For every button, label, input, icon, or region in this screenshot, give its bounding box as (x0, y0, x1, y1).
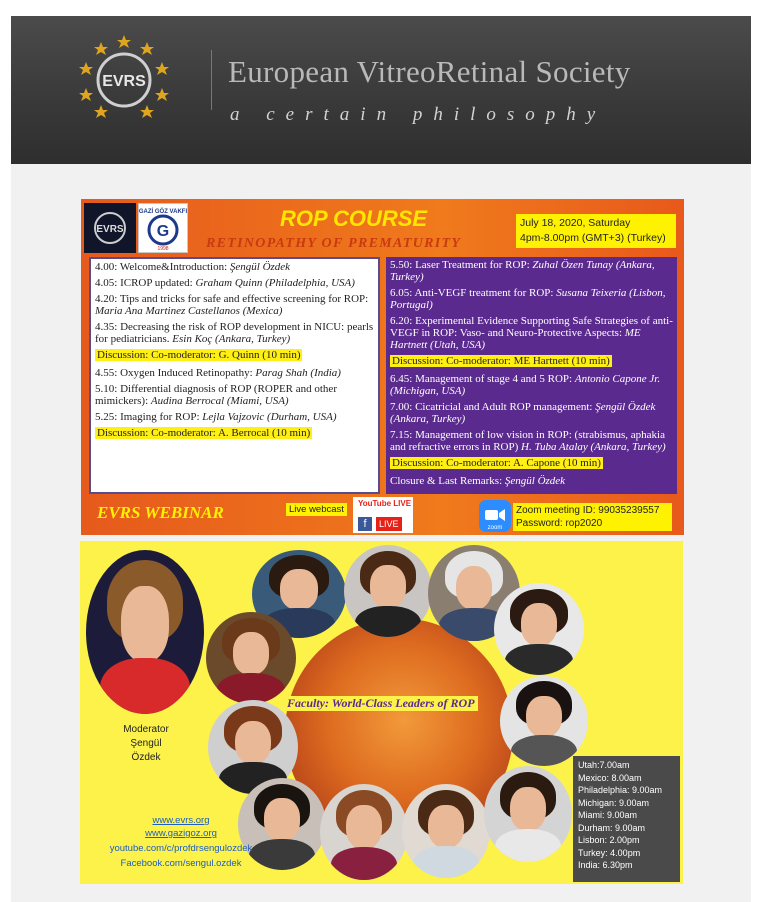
timezone-box (573, 756, 680, 882)
faculty-photo (402, 784, 490, 878)
timezone-item: Turkey: 4.00pm (578, 847, 641, 858)
date-box (516, 214, 676, 248)
timezone-item: India: 6.30pm (578, 860, 633, 870)
tagline: a certain philosophy (230, 104, 607, 125)
org-name: European VitreoRetinal Society (228, 54, 631, 89)
faculty-photo (320, 784, 408, 880)
link-facebook[interactable]: Facebook.com/sengul.ozdek (120, 858, 242, 869)
faculty-photo (206, 612, 296, 704)
svg-text:1998: 1998 (157, 246, 169, 252)
program-item: 5.25: Imaging for ROP: Lejla Vajzovic (Durham, USA) (95, 411, 337, 423)
course-time: 4pm-8.00pm (GMT+3) (Turkey) (520, 232, 666, 244)
timezone-item: Durham: 9.00am (578, 822, 646, 833)
svg-text:G: G (156, 223, 170, 240)
timezone-item: Utah:7.00am (578, 760, 630, 770)
youtube-live-icon[interactable]: YouTube LIVE (358, 499, 412, 508)
course-title: ROP COURSE (280, 206, 428, 231)
faculty-photo (494, 583, 584, 675)
link-gazigoz[interactable]: www.gazigoz.org (145, 828, 217, 839)
evrs-small-logo (84, 203, 136, 253)
moderator-label: Moderator Şengül Özdek (116, 723, 176, 765)
program-item: 6.05: Anti-VEGF treatment for ROP: Susana Teixeria (Lisbon, Portugal) (390, 287, 666, 311)
zoom-info-box (513, 503, 672, 531)
program-item: 7.15: Management of low vision in ROP: (strabismus, aphakia and refractive errors in ROP) H. Tuba Atalay (Ankara, Turkey) (390, 429, 666, 453)
header-divider (211, 50, 212, 110)
moderator-photo (86, 550, 204, 714)
course-subtitle: RETINOPATHY OF PREMATURITY (206, 236, 462, 251)
evrs-logo (78, 32, 170, 124)
program-item: 6.45: Management of stage 4 and 5 ROP: Antonio Capone Jr. (Michigan, USA) (390, 373, 661, 397)
faculty-photo (500, 676, 588, 766)
moderator-name: Şengül Özdek (130, 738, 162, 763)
faculty-caption: Faculty: World-Class Leaders of ROP (284, 696, 478, 711)
live-webcast-label: Live webcast (286, 503, 347, 516)
program-right-column (386, 257, 677, 494)
timezone-item: Philadelphia: 9.00am (578, 785, 663, 795)
link-evrs[interactable]: www.evrs.org (152, 815, 210, 826)
gazi-goz-logo (138, 203, 188, 253)
course-date: July 18, 2020, Saturday (520, 217, 631, 229)
program-left-column (89, 257, 380, 494)
live-badge: LIVE (376, 517, 402, 531)
zoom-icon[interactable] (479, 500, 511, 532)
program-item: 4.05: ICROP updated: Graham Quinn (Philadelphia, USA) (95, 277, 355, 289)
links-list (86, 814, 276, 870)
program-item: 5.10: Differential diagnosis of ROP (ROPER and other mimickers): Audina Berrocal (Miami, USA) (95, 383, 337, 407)
program-item: 4.00: Welcome&Introduction: Şengül Özdek (95, 261, 291, 273)
timezone-item: Lisbon: 2.00pm (578, 835, 640, 845)
program-item: 5.50: Laser Treatment for ROP: Zuhal Özen Tunay (Ankara, Turkey) (390, 259, 655, 283)
program-item: 4.20: Tips and tricks for safe and effective screening for ROP: Maria Ana Martinez Castellanos (Mexica) (95, 293, 369, 317)
program-item: 7.00: Cicatricial and Adult ROP management: Şengül Özdek (Ankara, Turkey) (390, 401, 656, 425)
timezone-item: Miami: 9.00am (578, 810, 638, 820)
discussion-highlight: Discussion: Co-moderator: ME Hartnett (10 min) (392, 355, 610, 367)
program-item: 6.20: Experimental Evidence Supporting Safe Strategies of anti-VEGF in ROP: Vaso- and Neuro-Protective Aspects: ME Hartnett (Utah, USA) (390, 315, 673, 351)
discussion-highlight: Discussion: Co-moderator: A. Capone (10 min) (392, 457, 601, 469)
timezone-item: Michigan: 9.00am (578, 797, 650, 808)
facebook-icon[interactable]: f (358, 517, 372, 531)
faculty-photo (344, 545, 432, 637)
faculty-photo (484, 766, 572, 862)
zoom-meeting-id: Zoom meeting ID: 99035239557 (516, 505, 660, 516)
discussion-highlight: Discussion: Co-moderator: G. Quinn (10 min) (97, 349, 301, 361)
logo-text: EVRS (102, 73, 146, 90)
program-item: Closure & Last Remarks: Şengül Özdek (390, 475, 566, 487)
program-item: 4.35: Decreasing the risk of ROP development in NICU: pearls for pediatricians. Esin Koç (Ankara, Turkey) (95, 321, 374, 345)
svg-text:GAZİ GÖZ VAKFI: GAZİ GÖZ VAKFI (139, 209, 187, 215)
program-item: 4.55: Oxygen Induced Retinopathy: Parag Shah (India) (95, 367, 341, 379)
svg-text:EVRS: EVRS (96, 224, 124, 235)
timezone-item: Mexico: 8.00am (578, 772, 642, 783)
link-youtube[interactable]: youtube.com/c/profdrsengulozdek (109, 843, 253, 854)
svg-text:zoom: zoom (487, 525, 503, 531)
webinar-label: EVRS WEBINAR (97, 503, 224, 522)
discussion-highlight: Discussion: Co-moderator: A. Berrocal (10 min) (97, 427, 311, 439)
zoom-password: Password: rop2020 (516, 518, 603, 529)
